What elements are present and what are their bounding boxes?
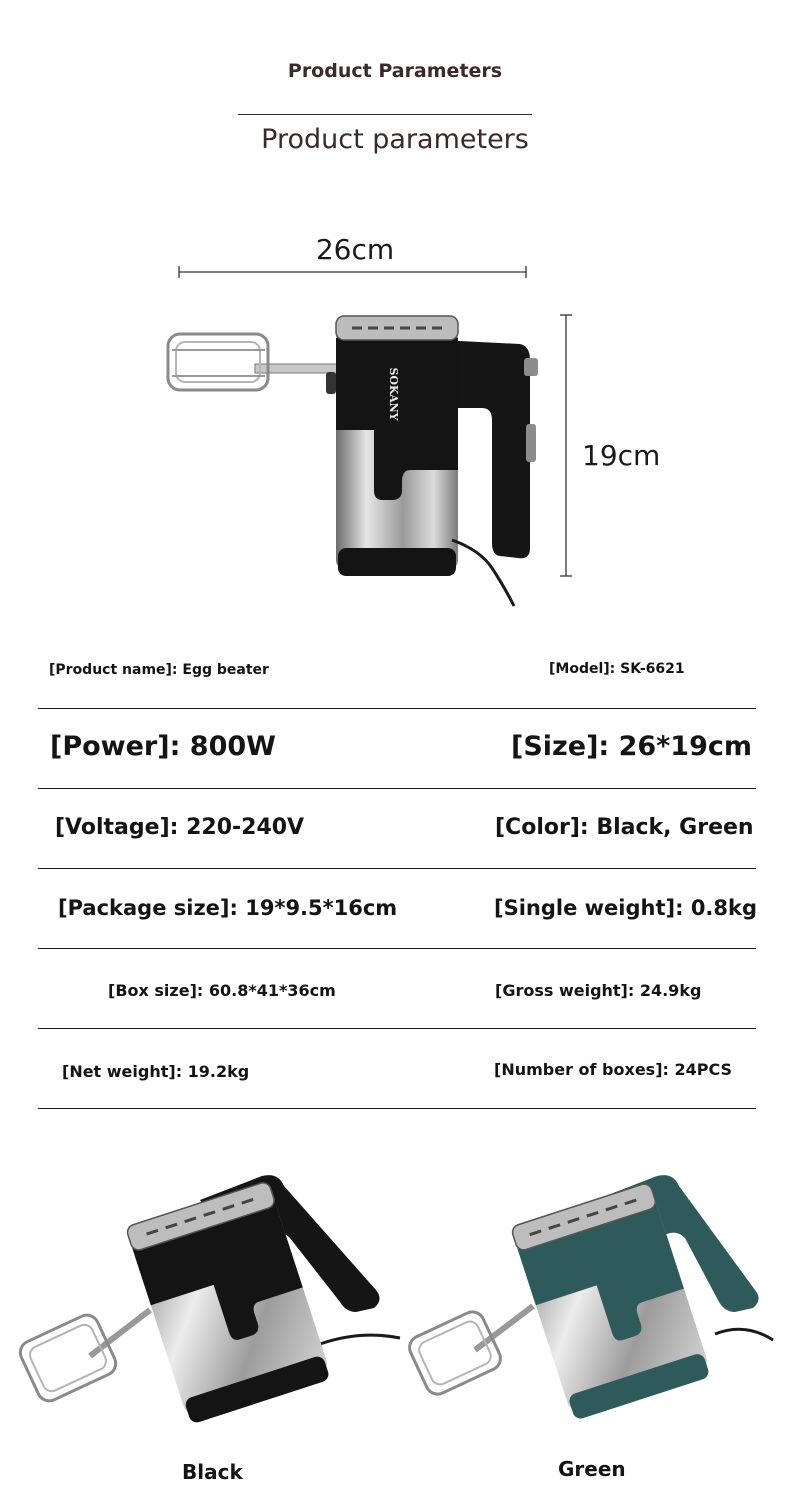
- spec-model: [Model]: SK-6621: [549, 661, 685, 677]
- table-row-divider: [38, 708, 756, 709]
- table-row-divider: [38, 948, 756, 949]
- spec-size: [Size]: 26*19cm: [511, 731, 753, 762]
- table-row-divider: [38, 1108, 756, 1109]
- spec-gross-weight: [Gross weight]: 24.9kg: [495, 981, 702, 1000]
- table-row-divider: [38, 868, 756, 869]
- section-title: Product Parameters: [287, 60, 503, 82]
- width-dimension-line: [179, 266, 526, 278]
- table-row-divider: [38, 1028, 756, 1029]
- width-dimension-label: 26cm: [315, 233, 395, 266]
- spec-product-name: [Product name]: Egg beater: [49, 662, 269, 678]
- black-mixer-image: [16, 1175, 400, 1425]
- height-dimension-label: 19cm: [582, 439, 661, 472]
- spec-box-size: [Box size]: 60.8*41*36cm: [108, 981, 336, 1000]
- spec-color: [Color]: Black, Green: [495, 815, 754, 840]
- spec-voltage: [Voltage]: 220-240V: [55, 815, 305, 840]
- variant-label-green: Green: [558, 1457, 626, 1481]
- beater-attachment: [168, 334, 337, 390]
- spec-power: [Power]: 800W: [50, 731, 276, 762]
- brand-logo-text: SOKANY: [387, 367, 400, 421]
- green-mixer-image: [406, 1175, 773, 1421]
- spec-net-weight: [Net weight]: 19.2kg: [62, 1062, 250, 1081]
- table-row-divider: [38, 788, 756, 789]
- spec-number-of-boxes: [Number of boxes]: 24PCS: [494, 1060, 733, 1079]
- spec-package-size: [Package size]: 19*9.5*16cm: [58, 896, 398, 920]
- spec-single-weight: [Single weight]: 0.8kg: [494, 896, 758, 920]
- section-subtitle: Product parameters: [261, 124, 529, 155]
- height-dimension-line: [560, 315, 572, 576]
- main-product-illustration: [0, 0, 790, 640]
- variant-label-black: Black: [182, 1460, 243, 1484]
